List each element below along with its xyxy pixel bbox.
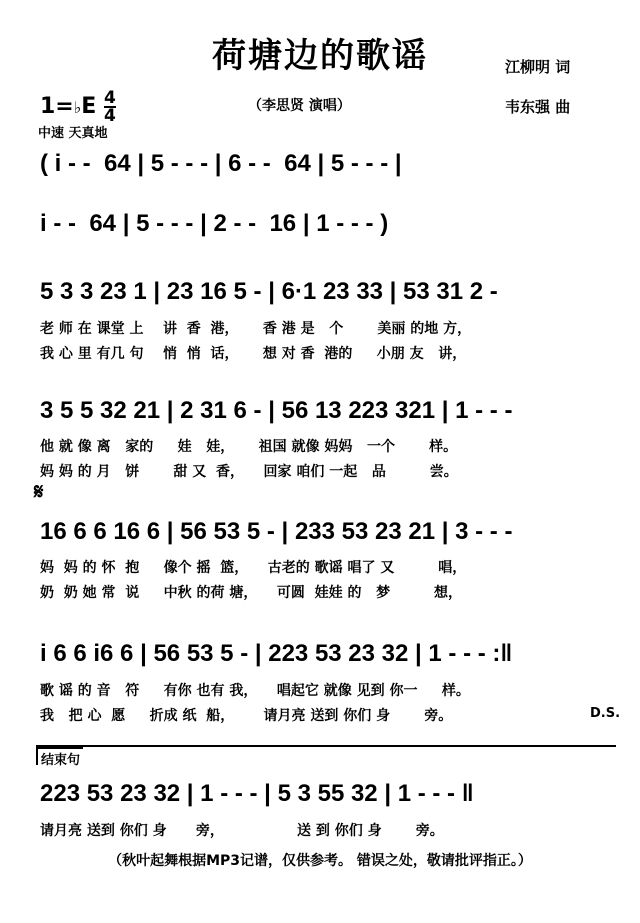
- ending-label: 结束句: [36, 747, 83, 765]
- notation-row: 16 6 6 16 6 | 56 53 5 - | 233 53 23 21 | 3 - - -: [40, 518, 513, 545]
- notation-row: 3 5 5 32 21 | 2 31 6 - | 56 13 223 321 | 1 - - -: [40, 397, 513, 424]
- composer-credit: 韦东强 曲: [505, 98, 571, 116]
- notation-row: 5 3 3 23 1 | 23 16 5 - | 6·1 23 33 | 53 31 2 -: [40, 278, 498, 305]
- notation-row: i 6 6 i6 6 | 56 53 5 - | 223 53 23 32 | 1 - - - :‖: [40, 640, 513, 667]
- lyric-line: 妈 妈 的 怀 抱 像个 摇 篮， 古老的 歌谣 唱了 又 唱，: [40, 560, 467, 576]
- notation-row: 223 53 23 32 | 1 - - - | 5 3 55 32 | 1 - - - ‖: [40, 780, 474, 807]
- lyric-line: 妈 妈 的 月 饼 甜 又 香， 回家 咱们 一起 品 尝。: [40, 464, 458, 480]
- segno-icon: 𝄋: [34, 480, 44, 505]
- tempo-marking: 中速 天真地: [38, 126, 108, 141]
- notation-row: i - - 64 | 5 - - - | 2 - - 16 | 1 - - - ): [40, 210, 389, 237]
- time-signature-top: 4: [104, 88, 116, 108]
- lyric-line: 奶 奶 她 常 说 中秋 的荷 塘， 可圆 娃娃 的 梦 想，: [40, 585, 462, 601]
- lyric-line: 我 心 里 有几 句 悄 悄 话， 想 对 香 港的 小朋 友 讲，: [40, 346, 467, 362]
- key-signature: [40, 90, 116, 124]
- singer-credit: （李思贤 演唱）: [248, 98, 351, 114]
- page-title: 荷塘边的歌谣: [212, 36, 428, 76]
- key-note: E: [81, 94, 97, 119]
- transcription-note: （秋叶起舞根据MP3记谱，仅供参考。 错误之处，敬请批评指正。）: [108, 853, 532, 869]
- ds-mark: D.S.: [590, 706, 621, 721]
- lyricist-credit: 江柳明 词: [505, 58, 571, 76]
- lyric-line: 我 把 心 愿 折成 纸 船， 请月亮 送到 你们 身 旁。: [40, 708, 453, 724]
- key-prefix: 1=: [40, 94, 74, 119]
- ending-bracket-line: [36, 745, 616, 747]
- lyric-line: 歌 谣 的 音 符 有你 也有 我， 唱起它 就像 见到 你一 样。: [40, 683, 470, 699]
- notation-row: ( i - - 64 | 5 - - - | 6 - - 64 | 5 - - - |: [40, 150, 402, 177]
- time-signature: [104, 90, 116, 124]
- lyric-line: 请月亮 送到 你们 身 旁， 送 到 你们 身 旁。: [40, 823, 444, 839]
- lyric-line: 老 师 在 课堂 上 讲 香 港， 香 港 是 个 美丽 的地 方，: [40, 321, 472, 337]
- time-signature-bottom: 4: [104, 106, 116, 126]
- flat-sign: ♭: [73, 98, 82, 117]
- lyric-line: 他 就 像 离 家的 娃 娃， 祖国 就像 妈妈 一个 样。: [40, 439, 458, 455]
